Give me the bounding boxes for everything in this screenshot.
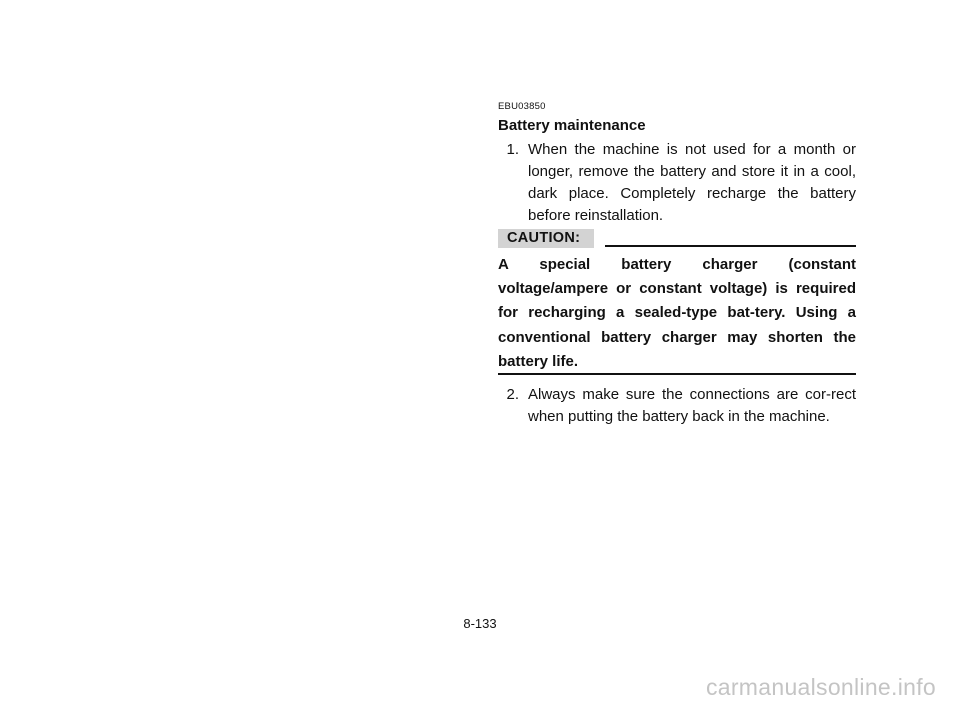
step-number: 1. (506, 141, 519, 158)
caution-text: A special battery charger (constant voltage/ampere or constant voltage) is required for recharging a sealed-type bat-tery. Using a conventional battery charger may shorten the battery life. (498, 256, 856, 370)
page-number: 8-133 (463, 616, 497, 631)
step-item (498, 384, 856, 428)
document-code: EBU03850 (498, 101, 546, 112)
step-number: 2. (506, 386, 519, 403)
caution-header-rule (605, 245, 856, 247)
step-item (498, 139, 856, 227)
step-list-1 (498, 139, 856, 227)
watermark: carmanualsonline.info (705, 674, 936, 700)
caution-bottom-rule (498, 373, 856, 375)
step-text: Always make sure the connections are cor-rect when putting the battery back in the machine. (528, 386, 856, 425)
step-list-2 (498, 384, 856, 428)
step-text: When the machine is not used for a month or longer, remove the battery and store it in a cool, dark place. Completely recharge the battery before reinstallation. (528, 141, 856, 224)
caution-header (498, 228, 856, 250)
caution-label: CAUTION: (498, 229, 594, 248)
section-title: Battery maintenance (498, 117, 646, 134)
